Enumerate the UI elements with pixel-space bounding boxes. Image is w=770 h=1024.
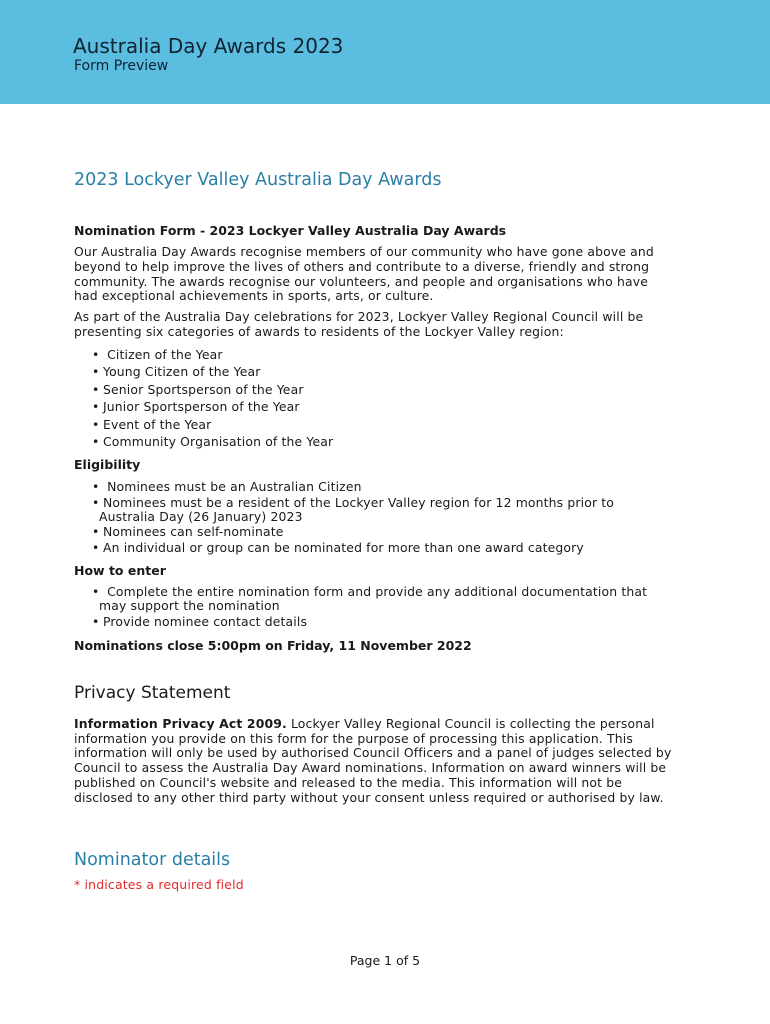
required-field-note: * indicates a required field — [74, 876, 244, 892]
eligibility-list — [74, 478, 674, 557]
list-item-continuation: Australia Day (26 January) 2023 — [99, 508, 303, 524]
list-item: • Junior Sportsperson of the Year — [92, 399, 300, 415]
nominations-close-line: Nominations close 5:00pm on Friday, 11 November 2022 — [74, 637, 472, 653]
how-to-enter-list — [74, 584, 674, 629]
bullet-icon: • — [92, 416, 100, 432]
page-header — [0, 0, 770, 104]
nomination-form-title: Nomination Form - 2023 Lockyer Valley Australia Day Awards — [74, 223, 507, 238]
list-item: • Event of the Year — [92, 416, 212, 432]
nominator-heading: Nominator details — [74, 849, 231, 870]
form-subtitle: Form Preview — [74, 58, 169, 74]
list-item: • Community Organisation of the Year — [92, 434, 334, 450]
bullet-icon: • — [92, 364, 100, 380]
bullet-icon: • — [92, 584, 100, 600]
bullet-icon: • — [92, 434, 100, 450]
list-item: • Nominees can self-nominate — [92, 524, 284, 540]
eligibility-heading: Eligibility — [74, 456, 141, 472]
award-categories-list — [74, 346, 674, 451]
how-to-enter-heading: How to enter — [74, 563, 166, 579]
privacy-text: Lockyer Valley Regional Council is collecting the personal information you provide on this form for the purpose of processing this application. This information will only be used by authorised Council Officers and a panel of judges selected by Council to assess the Australia Day Award nominations. Information on award winners will be published on Council's website and released to the media. This information will not be disclosed to any other third party without your consent unless required or authorised by law. — [74, 715, 672, 805]
list-item: • Provide nominee contact details — [92, 613, 308, 629]
list-item-continuation: may support the nomination — [99, 598, 280, 614]
bullet-icon: • — [92, 540, 100, 556]
list-item: • Complete the entire nomination form and provide any additional documentation that — [92, 584, 648, 600]
main-heading: 2023 Lockyer Valley Australia Day Awards — [74, 170, 442, 190]
categories-paragraph: As part of the Australia Day celebrations for 2023, Lockyer Valley Regional Council will be presenting six categories of awards to residents of the Lockyer Valley region: — [74, 309, 644, 339]
bullet-icon: • — [92, 524, 100, 540]
form-title: Australia Day Awards 2023 — [73, 34, 344, 58]
privacy-act-label: Information Privacy Act 2009. — [74, 715, 287, 731]
list-item: • An individual or group can be nominated for more than one award category — [92, 540, 584, 556]
list-item: • Citizen of the Year — [92, 346, 223, 362]
bullet-icon: • — [92, 381, 100, 397]
list-item: • Senior Sportsperson of the Year — [92, 381, 304, 397]
form-content — [74, 170, 674, 892]
list-item: • Nominees must be a resident of the Lockyer Valley region for 12 months prior to — [92, 494, 615, 510]
bullet-icon: • — [92, 478, 100, 494]
list-item: • Nominees must be an Australian Citizen — [92, 478, 362, 494]
privacy-heading: Privacy Statement — [74, 682, 231, 703]
bullet-icon: • — [92, 613, 100, 629]
page-number: Page 1 of 5 — [349, 953, 421, 968]
privacy-statement — [74, 717, 674, 806]
bullet-icon: • — [92, 494, 100, 510]
bullet-icon: • — [92, 346, 100, 362]
intro-paragraph: Our Australia Day Awards recognise members of our community who have gone above and beyond to help improve the lives of others and contribute to a diverse, friendly and strong community. The awards recognise our volunteers, and people and organisations who have had exceptional achievements in sports, arts, or culture. — [74, 244, 654, 304]
bullet-icon: • — [92, 399, 100, 415]
list-item: • Young Citizen of the Year — [92, 364, 261, 380]
